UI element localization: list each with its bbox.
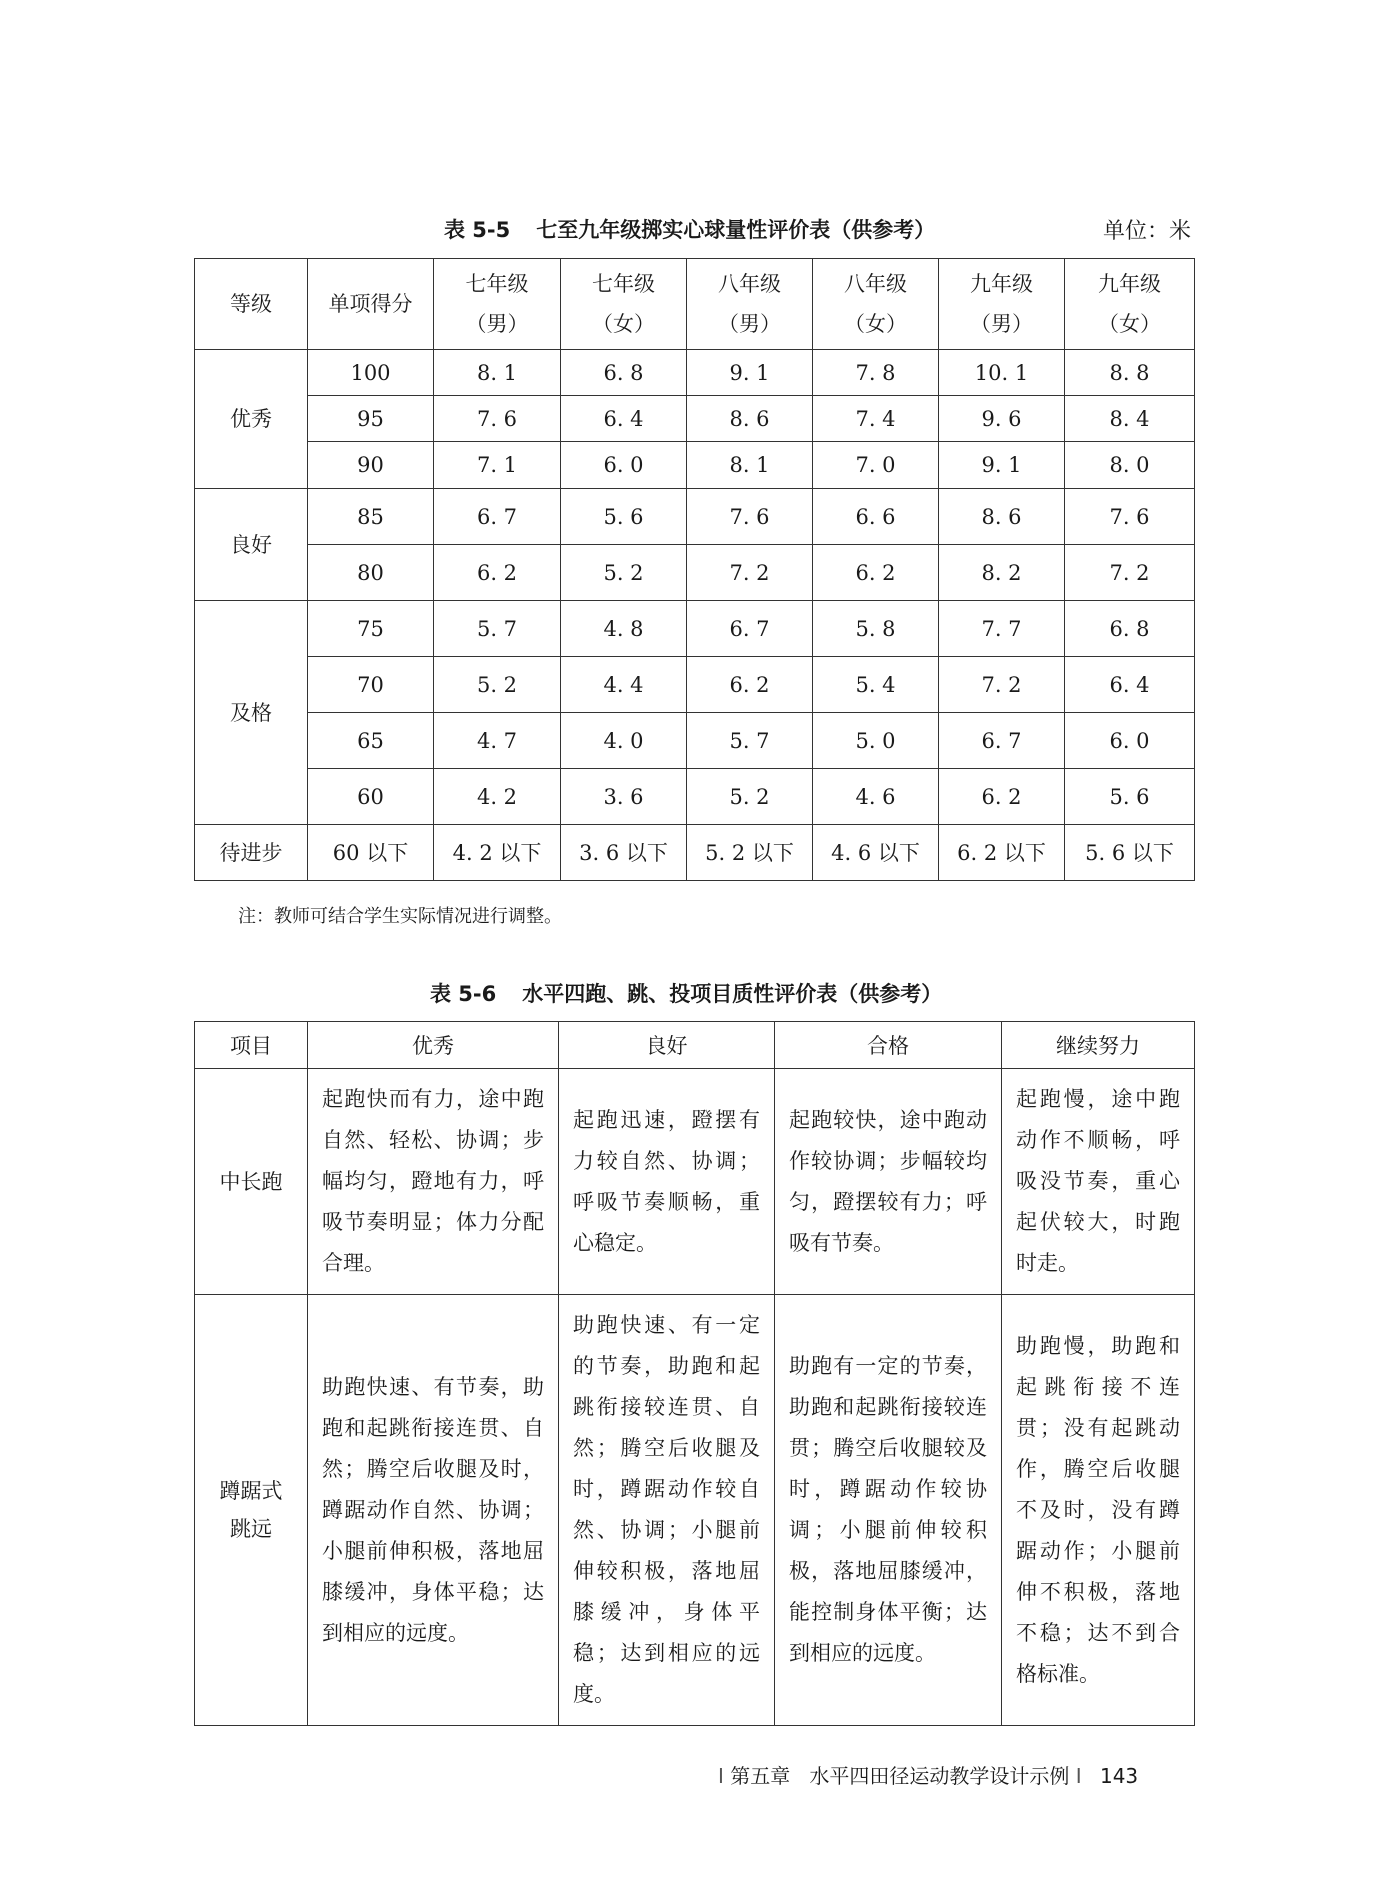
table1-row bbox=[195, 825, 1195, 881]
table1-cell: 60 bbox=[308, 769, 434, 825]
table1-header-cell: 等级 bbox=[195, 259, 308, 350]
table1-cell: 5. 8 bbox=[813, 601, 939, 657]
table1-header-cell: 八年级 （女） bbox=[813, 259, 939, 350]
table2-desc-cell: 起跑迅速，蹬摆有力较自然、协调；呼吸节奏顺畅，重心稳定。 bbox=[559, 1069, 775, 1295]
table2-row bbox=[195, 1069, 1195, 1295]
footer-chapter: 第五章 bbox=[730, 1764, 791, 1788]
table2-caption bbox=[430, 978, 942, 1008]
table1-cell: 8. 6 bbox=[687, 396, 813, 442]
footer-bar-left: I bbox=[718, 1764, 724, 1788]
table1-cell: 8. 6 bbox=[939, 489, 1065, 545]
table1-cell: 6. 0 bbox=[1065, 713, 1195, 769]
table1-cell: 6. 2 bbox=[434, 545, 561, 601]
table1-header-cell: 九年级 （男） bbox=[939, 259, 1065, 350]
table1-cell: 4. 6 以下 bbox=[813, 825, 939, 881]
table1-row bbox=[195, 442, 1195, 489]
table1-cell: 75 bbox=[308, 601, 434, 657]
table2-desc-cell: 助跑有一定的节奏，助跑和起跳衔接较连贯；腾空后收腿较及时，蹲踞动作较协调；小腿前伸较积极，落地屈膝缓冲，能控制身体平衡；达到相应的远度。 bbox=[775, 1295, 1002, 1726]
table1-cell: 6. 7 bbox=[939, 713, 1065, 769]
table1-header-cell: 九年级 （女） bbox=[1065, 259, 1195, 350]
table1-level-cell: 优秀 bbox=[195, 350, 308, 489]
table1-cell: 5. 7 bbox=[434, 601, 561, 657]
table1-row bbox=[195, 396, 1195, 442]
table1-cell: 5. 6 bbox=[561, 489, 687, 545]
table1-header-row bbox=[195, 259, 1195, 350]
table1-cell: 9. 6 bbox=[939, 396, 1065, 442]
table1-cell: 4. 6 bbox=[813, 769, 939, 825]
table1-row bbox=[195, 350, 1195, 396]
table1-cell: 95 bbox=[308, 396, 434, 442]
table1-level-cell: 及格 bbox=[195, 601, 308, 825]
table2-desc-cell: 起跑较快，途中跑动作较协调；步幅较均匀，蹬摆较有力；呼吸有节奏。 bbox=[775, 1069, 1002, 1295]
table1-cell: 6. 4 bbox=[1065, 657, 1195, 713]
table1-cell: 7. 1 bbox=[434, 442, 561, 489]
table2-title: 水平四跑、跳、投项目质性评价表（供参考） bbox=[522, 982, 943, 1006]
table1-cell: 85 bbox=[308, 489, 434, 545]
table2 bbox=[194, 1021, 1195, 1726]
table1-cell: 6. 2 bbox=[813, 545, 939, 601]
table1-cell: 8. 1 bbox=[687, 442, 813, 489]
table1-cell: 60 以下 bbox=[308, 825, 434, 881]
table1-cell: 90 bbox=[308, 442, 434, 489]
table1-cell: 6. 8 bbox=[561, 350, 687, 396]
table1-note: 注：教师可结合学生实际情况进行调整。 bbox=[238, 906, 562, 927]
table1-cell: 10. 1 bbox=[939, 350, 1065, 396]
footer-title: 水平四田径运动教学设计示例 bbox=[809, 1764, 1070, 1788]
page-footer bbox=[718, 1760, 1138, 1789]
table1-cell: 7. 2 bbox=[687, 545, 813, 601]
table1-title: 七至九年级掷实心球量性评价表（供参考） bbox=[536, 218, 936, 242]
table1-cell: 7. 2 bbox=[939, 657, 1065, 713]
table1-cell: 7. 6 bbox=[1065, 489, 1195, 545]
table2-desc-cell: 助跑快速、有一定的节奏，助跑和起跳衔接较连贯、自然；腾空后收腿及时，蹲踞动作较自然、协调；小腿前伸较积极，落地屈膝缓冲，身体平稳；达到相应的远度。 bbox=[559, 1295, 775, 1726]
table1-header-cell: 八年级 （男） bbox=[687, 259, 813, 350]
table1-cell: 8. 1 bbox=[434, 350, 561, 396]
table1-cell: 8. 2 bbox=[939, 545, 1065, 601]
table1-row bbox=[195, 545, 1195, 601]
table1-cell: 7. 8 bbox=[813, 350, 939, 396]
table1-cell: 5. 7 bbox=[687, 713, 813, 769]
table1-cell: 6. 0 bbox=[561, 442, 687, 489]
table2-desc-cell: 助跑慢，助跑和起跳衔接不连贯；没有起跳动作，腾空后收腿不及时，没有蹲踞动作；小腿前伸不积极，落地不稳；达不到合格标准。 bbox=[1002, 1295, 1195, 1726]
table1-cell: 6. 2 以下 bbox=[939, 825, 1065, 881]
table2-header-cell: 合格 bbox=[775, 1022, 1002, 1069]
table1-cell: 6. 6 bbox=[813, 489, 939, 545]
table1-cell: 6. 4 bbox=[561, 396, 687, 442]
table1-cell: 7. 2 bbox=[1065, 545, 1195, 601]
table1-cell: 6. 8 bbox=[1065, 601, 1195, 657]
table2-desc-cell: 助跑快速、有节奏，助跑和起跳衔接连贯、自然；腾空后收腿及时，蹲踞动作自然、协调；小腿前伸积极，落地屈膝缓冲，身体平稳；达到相应的远度。 bbox=[308, 1295, 559, 1726]
table1-row bbox=[195, 489, 1195, 545]
table1-cell: 80 bbox=[308, 545, 434, 601]
table1-cell: 4. 2 bbox=[434, 769, 561, 825]
table1-cell: 4. 0 bbox=[561, 713, 687, 769]
table2-header-cell: 良好 bbox=[559, 1022, 775, 1069]
table2-desc-cell: 起跑快而有力，途中跑自然、轻松、协调；步幅均匀，蹬地有力，呼吸节奏明显；体力分配合理。 bbox=[308, 1069, 559, 1295]
table1-cell: 5. 6 bbox=[1065, 769, 1195, 825]
table1-cell: 7. 6 bbox=[687, 489, 813, 545]
table1-header-cell: 七年级 （女） bbox=[561, 259, 687, 350]
table2-body bbox=[195, 1069, 1195, 1726]
table1-row bbox=[195, 657, 1195, 713]
footer-bar-right: I bbox=[1075, 1764, 1082, 1788]
table1-cell: 8. 0 bbox=[1065, 442, 1195, 489]
table2-header-cell: 优秀 bbox=[308, 1022, 559, 1069]
table1-cell: 7. 7 bbox=[939, 601, 1065, 657]
table1 bbox=[194, 258, 1195, 881]
table2-row bbox=[195, 1295, 1195, 1726]
table1-cell: 5. 6 以下 bbox=[1065, 825, 1195, 881]
table1-unit: 单位：米 bbox=[1103, 219, 1192, 244]
page-number: 143 bbox=[1099, 1764, 1139, 1788]
table1-number: 表 5-5 bbox=[444, 218, 511, 242]
table1-cell: 7. 6 bbox=[434, 396, 561, 442]
table1-cell: 6. 2 bbox=[687, 657, 813, 713]
table1-header-cell: 单项得分 bbox=[308, 259, 434, 350]
table1-cell: 9. 1 bbox=[939, 442, 1065, 489]
table1-cell: 4. 7 bbox=[434, 713, 561, 769]
table1-cell: 4. 2 以下 bbox=[434, 825, 561, 881]
table1-cell: 100 bbox=[308, 350, 434, 396]
table1-row bbox=[195, 769, 1195, 825]
table1-cell: 65 bbox=[308, 713, 434, 769]
table1-caption bbox=[444, 214, 935, 244]
table2-item-cell: 蹲踞式 跳远 bbox=[195, 1295, 308, 1726]
table1-cell: 5. 0 bbox=[813, 713, 939, 769]
table1-header-cell: 七年级 （男） bbox=[434, 259, 561, 350]
table1-row bbox=[195, 601, 1195, 657]
table1-cell: 5. 2 以下 bbox=[687, 825, 813, 881]
table1-cell: 8. 4 bbox=[1065, 396, 1195, 442]
table2-header-row bbox=[195, 1022, 1195, 1069]
table1-body bbox=[195, 350, 1195, 881]
table1-row bbox=[195, 713, 1195, 769]
table1-cell: 5. 2 bbox=[687, 769, 813, 825]
table1-cell: 9. 1 bbox=[687, 350, 813, 396]
table1-cell: 5. 2 bbox=[561, 545, 687, 601]
table1-cell: 6. 7 bbox=[434, 489, 561, 545]
table2-number: 表 5-6 bbox=[430, 982, 497, 1006]
table1-cell: 5. 4 bbox=[813, 657, 939, 713]
table1-cell: 6. 2 bbox=[939, 769, 1065, 825]
table1-cell: 3. 6 以下 bbox=[561, 825, 687, 881]
table1-level-cell: 良好 bbox=[195, 489, 308, 601]
table1-cell: 7. 4 bbox=[813, 396, 939, 442]
table1-cell: 7. 0 bbox=[813, 442, 939, 489]
table1-cell: 6. 7 bbox=[687, 601, 813, 657]
table1-cell: 8. 8 bbox=[1065, 350, 1195, 396]
table2-header-cell: 项目 bbox=[195, 1022, 308, 1069]
table2-header-cell: 继续努力 bbox=[1002, 1022, 1195, 1069]
table1-cell: 5. 2 bbox=[434, 657, 561, 713]
table1-level-cell: 待进步 bbox=[195, 825, 308, 881]
table2-desc-cell: 起跑慢，途中跑动作不顺畅，呼吸没节奏，重心起伏较大，时跑时走。 bbox=[1002, 1069, 1195, 1295]
table1-cell: 4. 8 bbox=[561, 601, 687, 657]
table1-cell: 4. 4 bbox=[561, 657, 687, 713]
table2-item-cell: 中长跑 bbox=[195, 1069, 308, 1295]
table1-cell: 70 bbox=[308, 657, 434, 713]
table1-cell: 3. 6 bbox=[561, 769, 687, 825]
